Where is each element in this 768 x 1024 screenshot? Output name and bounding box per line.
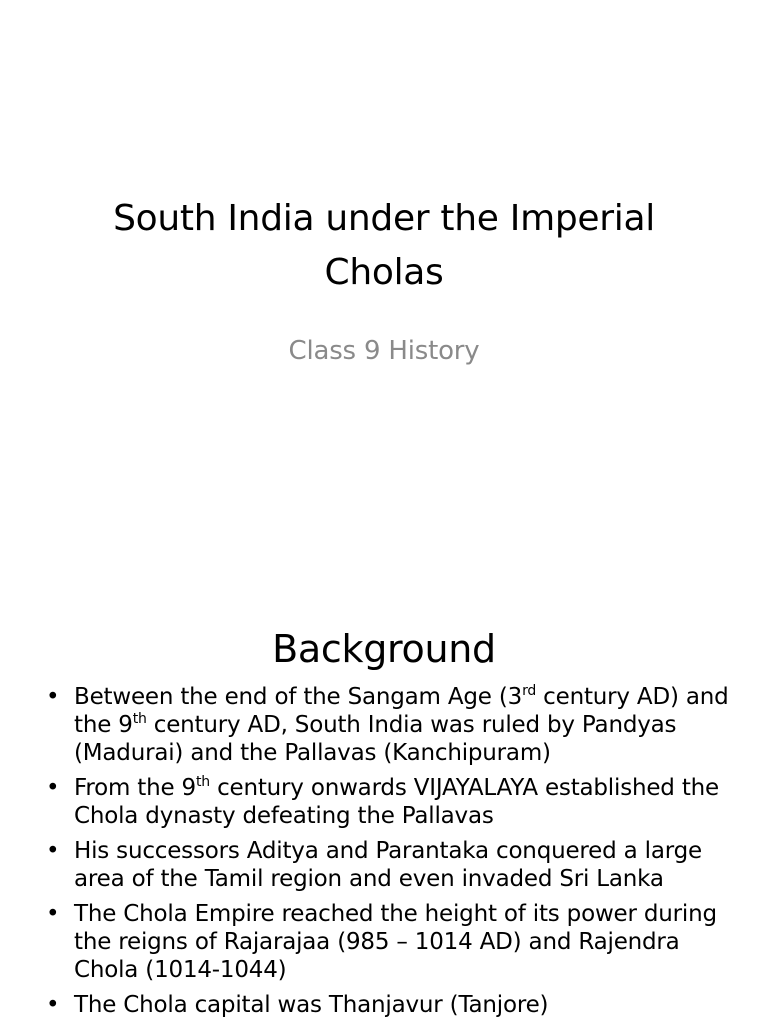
bullet-text: From the 9 — [74, 775, 196, 801]
bullet-text: Between the end of the Sangam Age (3 — [74, 684, 523, 710]
bullet-item — [40, 837, 740, 893]
bullet-item — [40, 774, 740, 830]
slide-heading: Background — [272, 627, 496, 671]
bullet-item — [40, 683, 740, 767]
bullet-list — [40, 683, 740, 1024]
bullet-icon: • — [46, 901, 60, 927]
bullet-text: His successors Aditya and Parantaka conquered a large area of the Tamil region and even invaded Sri Lanka — [74, 838, 702, 892]
bullet-text: century AD, South India was ruled by Pandyas (Madurai) and the Pallavas (Kanchipuram) — [74, 712, 677, 766]
bullet-icon: • — [46, 775, 60, 801]
bullet-icon: • — [46, 838, 60, 864]
slide-title-line-2: Cholas — [324, 252, 444, 293]
bullet-text: The Chola Empire reached the height of its power during the reigns of Rajarajaa (985 – 1014 AD) and Rajendra Chola (1014-1044) — [74, 901, 717, 983]
bullet-text: century onwards VIJAYALAYA established the Chola dynasty defeating the Pallavas — [74, 775, 719, 829]
bullet-text: The Chola capital was Thanjavur (Tanjore) — [74, 992, 549, 1018]
background-slide — [0, 576, 768, 1024]
slide-title — [40, 192, 728, 300]
bullet-icon: • — [46, 992, 60, 1018]
bullet-item — [40, 900, 740, 984]
bullet-icon: • — [46, 684, 60, 710]
slide-subtitle: Class 9 History — [288, 336, 480, 366]
ordinal-suffix: th — [132, 711, 147, 727]
bullet-text: century AD) and the 9 — [74, 684, 729, 738]
slide-title-line-1: South India under the Imperial — [113, 198, 655, 239]
ordinal-suffix: th — [196, 774, 210, 790]
bullet-item — [40, 991, 740, 1019]
ordinal-suffix: rd — [522, 683, 537, 699]
